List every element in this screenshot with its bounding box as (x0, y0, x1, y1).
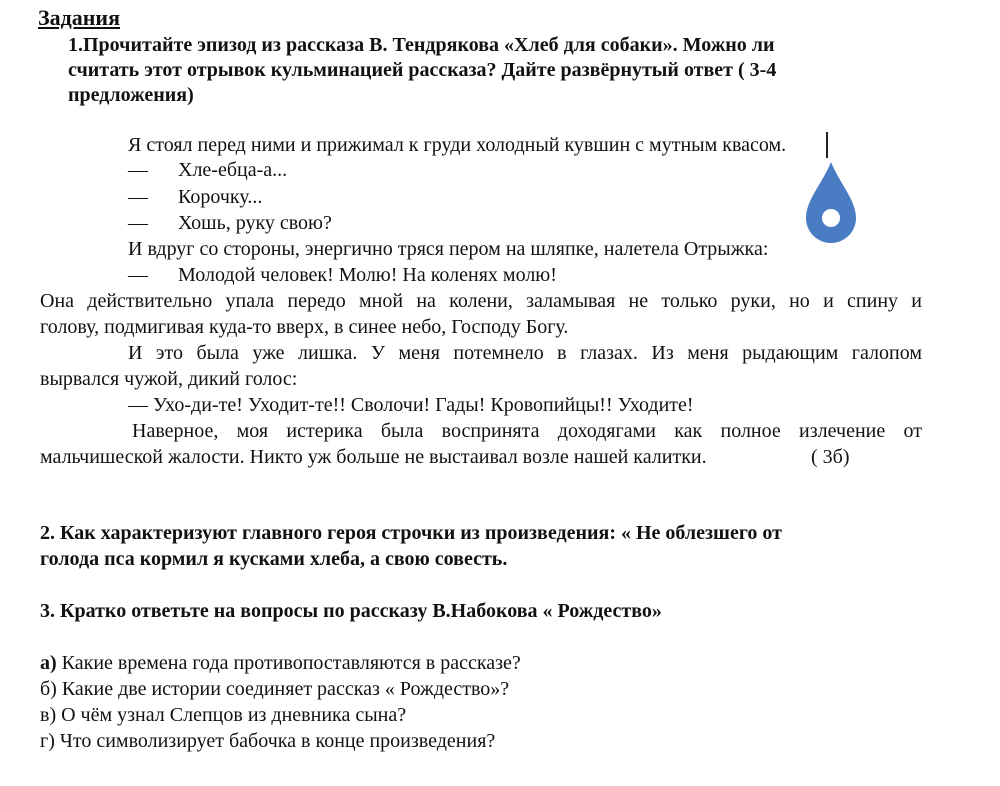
excerpt-line-13: мальчишеской жалости. Никто уж больше не выстаивал возле нашей калитки. (40, 446, 707, 468)
task2-line-2: голода пса кормил я кусками хлеба, а свою совесть. (40, 548, 508, 570)
excerpt-line-5: И вдруг со стороны, энергично тряся пером на шляпке, налетела Отрыжка: (128, 238, 769, 260)
task3-question-d: г) Что символизирует бабочка в конце произведения? (40, 730, 496, 752)
dialogue-text: Молодой человек! Молю! На коленях молю! (178, 264, 557, 286)
dialogue-text: Хле-ебца-а... (178, 159, 288, 181)
dialogue-dash: — (128, 212, 148, 234)
task1-prompt-line-3: предложения) (68, 84, 194, 106)
excerpt-line-7: Она действительно упала передо мной на колени, заламывая не только руки, но и спину и (40, 290, 922, 312)
excerpt-line-9: И это была уже лишка. У меня потемнело в глазах. Из меня рыдающим галопом (128, 342, 922, 364)
excerpt-line-12: Наверное, моя истерика была воспринята доходягами как полное излечение от (132, 420, 922, 442)
question-a-text: Какие времена года противопоставляются в рассказе? (56, 652, 521, 674)
task1-prompt-line-1: 1.Прочитайте эпизод из рассказа В. Тендрякова «Хлеб для собаки». Можно ли (68, 34, 775, 56)
dialogue-dash: — (128, 159, 148, 181)
dialogue-line-1 (128, 159, 287, 182)
excerpt-line-8: голову, подмигивая куда-то вверх, в синее небо, Господу Богу. (40, 316, 569, 338)
dialogue-dash: — (128, 186, 148, 208)
text-cursor (826, 132, 828, 158)
heading: Задания (38, 5, 120, 30)
task3-question-c: в) О чём узнал Слепцов из дневника сына? (40, 704, 407, 726)
excerpt-line-1: Я стоял перед ними и прижимал к груди холодный кувшин с мутным квасом. (128, 134, 787, 156)
dialogue-dash: — (128, 264, 148, 286)
points-label: ( 3б) (811, 446, 850, 468)
task3-question-b: б) Какие две истории соединяет рассказ « Рождество»? (40, 678, 510, 700)
task3-title: 3. Кратко ответьте на вопросы по рассказу В.Набокова « Рождество» (40, 600, 662, 622)
task3-question-a (40, 652, 521, 675)
dialogue-line-2 (128, 186, 262, 209)
dialogue-line-3 (128, 212, 332, 235)
question-a-label: а) (40, 652, 57, 674)
dialogue-text: Хошь, руку свою? (178, 212, 332, 234)
excerpt-line-10: вырвался чужой, дикий голос: (40, 368, 298, 390)
touch-drop-icon[interactable] (800, 160, 862, 248)
drop-shape (806, 162, 856, 243)
task2-line-1: 2. Как характеризуют главного героя строчки из произведения: « Не облезшего от (40, 522, 782, 544)
drop-dot (822, 209, 840, 227)
excerpt-line-11: — Ухо-ди-те! Уходит-те!! Сволочи! Гады! Кровопийцы!! Уходите! (128, 394, 694, 416)
task1-prompt-line-2: считать этот отрывок кульминацией рассказа? Дайте развёрнутый ответ ( 3-4 (68, 59, 777, 81)
dialogue-text: Корочку... (178, 186, 263, 208)
excerpt-line-6 (128, 264, 557, 287)
